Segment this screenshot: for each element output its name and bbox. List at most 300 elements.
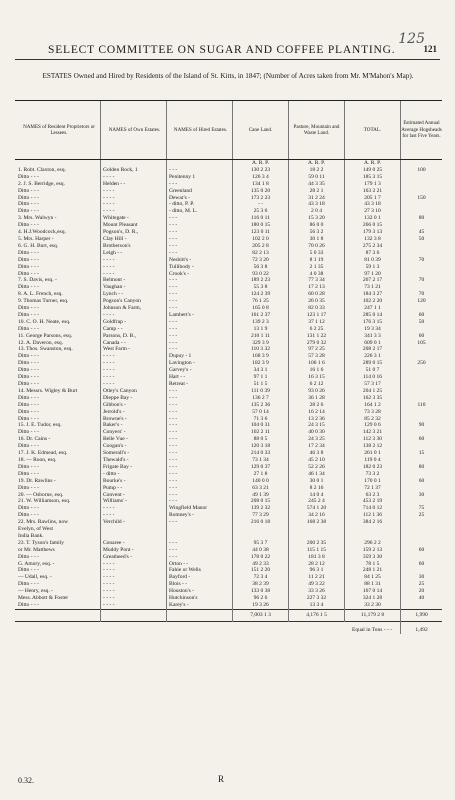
pasture-cell: 46 1 34 xyxy=(289,471,345,478)
pasture-cell: 57 3 28 xyxy=(289,353,345,360)
total-cell: 149 0 25 xyxy=(345,167,401,174)
table-row xyxy=(15,464,442,471)
table-row xyxy=(15,215,442,222)
footer-letter: R xyxy=(218,774,225,784)
cane-land-cell: 96 2 6 xyxy=(233,595,289,602)
pasture-cell: 8 2 16 xyxy=(289,485,345,492)
hired-estate-cell: - - - xyxy=(167,436,233,443)
estimated-cell xyxy=(401,174,443,181)
estimated-cell xyxy=(401,498,443,505)
table-row xyxy=(15,374,442,381)
table-row xyxy=(15,208,442,215)
resident-name-cell: 3. Mrs. Walwyn - xyxy=(18,215,57,222)
table-row xyxy=(15,284,442,291)
total-cell: 138 2 12 xyxy=(345,443,401,450)
hired-estate-cell: Lambert's - xyxy=(167,312,233,319)
table-row xyxy=(15,478,442,485)
table-row xyxy=(15,512,442,519)
pasture-cell: 279 0 32 xyxy=(289,340,345,347)
own-estate-cell: Pogson's Canyon xyxy=(101,298,167,305)
resident-name-cell: Ditto - - - xyxy=(18,581,39,588)
own-estate-cell: Belmont - xyxy=(101,277,167,284)
table-header-row xyxy=(15,101,442,160)
resident-name-cell: Ditto - - - xyxy=(18,311,39,318)
total-cell: 84 1 25 xyxy=(345,574,401,581)
pasture-cell: 31 2 24 xyxy=(289,195,345,202)
table-row xyxy=(15,547,442,554)
own-estate-cell: Williams' - xyxy=(101,498,167,505)
total-cell xyxy=(345,533,401,540)
cane-land-cell: 73 1 34 xyxy=(233,457,289,464)
hired-estate-cell: - - - xyxy=(167,333,233,340)
estimated-cell: 50 xyxy=(401,319,443,326)
total-cell: 73 3 2 xyxy=(345,471,401,478)
header-estimated-hogsheads: Estimated Annual Average Hogsheads for last Five Years. xyxy=(401,101,443,160)
own-estate-cell: - - - - xyxy=(101,561,167,568)
cane-land-cell: 102 2 0 xyxy=(233,236,289,243)
total-cell: 609 0 1 xyxy=(345,340,401,347)
estimated-cell xyxy=(401,367,443,374)
cane-land-cell: 55 3 8 xyxy=(233,284,289,291)
own-estate-cell: Helden - - xyxy=(101,181,167,188)
pasture-cell: 36 1 28 xyxy=(289,395,345,402)
estimated-cell: 150 xyxy=(401,195,443,202)
cane-land-cell: 63 3 21 xyxy=(233,485,289,492)
cane-land-cell: 110 3 32 xyxy=(233,346,289,353)
total-cell: 162 3 35 xyxy=(345,395,401,402)
cane-land-cell: 120 3 18 xyxy=(233,443,289,450)
pasture-cell: 24 3 15 xyxy=(289,422,345,429)
cane-land-cell: 77 3 29 xyxy=(233,512,289,519)
total-cell: 261 0 1 xyxy=(345,450,401,457)
resident-name-cell: Ditto - - - xyxy=(18,256,39,263)
total-cell: A. R. P. xyxy=(345,160,401,167)
resident-name-cell: Ditto - - - xyxy=(18,194,39,201)
resident-name-cell: Ditto - - - xyxy=(18,208,39,215)
cane-land-cell xyxy=(233,533,289,540)
hired-estate-cell: - - - xyxy=(167,554,233,561)
table-row xyxy=(15,167,442,174)
own-estate-cell: - - - - xyxy=(101,505,167,512)
table-caption: ESTATES Owned and Hired by Residents of the Island of St. Kitts, in 1847; (Number of Acres taken from Mr. M'Mahon's Map). xyxy=(42,72,414,80)
hired-estate-cell: Karey's - xyxy=(167,602,233,609)
total-cell: 453 2 19 xyxy=(345,498,401,505)
table-row xyxy=(15,353,442,360)
hired-estate-cell: Fahie or Wells xyxy=(167,567,233,574)
total-cell: 119 0 4 xyxy=(345,457,401,464)
estimated-cell xyxy=(401,305,443,312)
hired-estate-cell: - - - xyxy=(167,181,233,188)
pasture-cell: 245 2 4 xyxy=(289,498,345,505)
totals-row xyxy=(15,609,442,621)
resident-name-cell: Ditto - - - xyxy=(18,463,39,470)
pasture-cell: 24 3 25 xyxy=(289,436,345,443)
resident-name-cell: 10. C. O. H. Neate, esq. xyxy=(18,318,71,325)
own-estate-cell: Belle Vue - xyxy=(101,436,167,443)
cane-land-cell: 210 1 11 xyxy=(233,333,289,340)
cane-land-cell: 116 0 11 xyxy=(233,215,289,222)
pasture-cell: 2 0 4 xyxy=(289,208,345,215)
own-estate-cell: Gibbon's - xyxy=(101,402,167,409)
table-row xyxy=(15,305,442,312)
cane-land-cell: 102 2 11 xyxy=(233,429,289,436)
resident-name-cell: 7. S. Davis, esq. - xyxy=(18,277,57,284)
pasture-cell: 97 2 25 xyxy=(289,346,345,353)
pasture-cell: 28 2 12 xyxy=(289,561,345,568)
hired-estate-cell: - - - xyxy=(167,291,233,298)
own-estate-cell: - - - - xyxy=(101,567,167,574)
total-cell: 102 2 20 xyxy=(345,298,401,305)
pasture-cell: 37 1 12 xyxy=(289,319,345,326)
resident-name-cell: Evelyn, of West xyxy=(18,526,54,533)
estimated-cell: 80 xyxy=(401,215,443,222)
estimated-cell: 75 xyxy=(401,505,443,512)
estimated-cell xyxy=(401,457,443,464)
pasture-cell: 59 0 11 xyxy=(289,174,345,181)
own-estate-cell: Conyers' - xyxy=(101,429,167,436)
total-cell: 132 3 8 xyxy=(345,236,401,243)
hired-estate-cell: - - - xyxy=(167,457,233,464)
hired-estate-cell: Penitenny 1 xyxy=(167,174,233,181)
cane-land-cell: 165 0 8 xyxy=(233,305,289,312)
table-row xyxy=(15,561,442,568)
total-cell: 51 0 7 xyxy=(345,367,401,374)
hired-estate-cell: - ditto, M. L. xyxy=(167,208,233,215)
own-estate-cell: - - - - xyxy=(101,367,167,374)
pasture-cell: 18 2 2 xyxy=(289,167,345,174)
pasture-cell: 181 3 8 xyxy=(289,554,345,561)
cane-land-cell: 180 0 15 xyxy=(233,222,289,229)
resident-name-cell: Ditto - - - xyxy=(18,484,39,491)
resident-name-cell: Ditto - - - xyxy=(18,173,39,180)
total-pasture: 4,176 1 5 xyxy=(289,609,345,621)
cane-land-cell: 216 0 18 xyxy=(233,519,289,526)
cane-land-cell: 95 3 7 xyxy=(233,540,289,547)
hired-estate-cell: - - - xyxy=(167,485,233,492)
header-own-estates: NAMES of Own Estates. xyxy=(101,101,167,160)
total-cane: 7,003 1 3 xyxy=(233,609,289,621)
table-row xyxy=(15,492,442,499)
own-estate-cell: - - - - xyxy=(101,201,167,208)
estimated-cell: 25 xyxy=(401,581,443,588)
total-cell: 176 3 15 xyxy=(345,319,401,326)
pasture-cell: 93 0 26 xyxy=(289,388,345,395)
hired-estate-cell: - - - xyxy=(167,429,233,436)
own-estate-cell: Pogson's, D. R., xyxy=(101,229,167,236)
own-estate-cell: - - - - xyxy=(101,271,167,278)
table-row xyxy=(15,519,442,526)
hired-estate-cell: Retreat - xyxy=(167,381,233,388)
total-cell: 85 2 32 xyxy=(345,416,401,423)
hired-estate-cell xyxy=(167,526,233,533)
total-cell: 226 3 1 xyxy=(345,353,401,360)
pasture-cell: 11 2 21 xyxy=(289,574,345,581)
own-estate-cell: Somerall's - xyxy=(101,450,167,457)
estimated-cell: 60 xyxy=(401,333,443,340)
table-row xyxy=(15,471,442,478)
own-estate-cell: - - - - xyxy=(101,574,167,581)
header-pasture: Pasture, Mountain and Waste Land. xyxy=(289,101,345,160)
resident-name-cell: Ditto - - - xyxy=(18,249,39,256)
total-cell: 179 1 3 xyxy=(345,181,401,188)
resident-name-cell: Ditto - - - xyxy=(18,367,39,374)
resident-name-cell: Ditto - - - xyxy=(18,415,39,422)
header-rule xyxy=(15,59,440,60)
hired-estate-cell: - - - xyxy=(167,229,233,236)
hired-estate-cell: - - - xyxy=(167,277,233,284)
resident-name-cell: 17. J. K. Edmead, esq. xyxy=(18,450,68,457)
pasture-cell: 33 3 26 xyxy=(289,588,345,595)
resident-name-cell: G. Amory, esq. - xyxy=(18,560,55,567)
total-cell: 185 3 15 xyxy=(345,174,401,181)
cane-land-cell: 123 0 11 xyxy=(233,229,289,236)
cane-land-cell xyxy=(233,526,289,533)
resident-name-cell: Ditto - - - xyxy=(18,201,39,208)
estimated-cell xyxy=(401,243,443,250)
resident-name-cell: 2. J. S. Berridge, esq. xyxy=(18,180,65,187)
pasture-cell: 4 0 38 xyxy=(289,271,345,278)
pasture-cell: 17 2 13 xyxy=(289,284,345,291)
estimated-cell xyxy=(401,381,443,388)
hired-estate-cell: - - - xyxy=(167,422,233,429)
pasture-cell: 227 3 32 xyxy=(289,595,345,602)
total-cell: 714 0 12 xyxy=(345,505,401,512)
resident-name-cell: Ditto - - - xyxy=(18,270,39,277)
cane-land-cell: 51 1 5 xyxy=(233,381,289,388)
own-estate-cell: Verchild - xyxy=(101,519,167,526)
hired-estate-cell: Lavington - xyxy=(167,360,233,367)
table-row xyxy=(15,485,442,492)
table-row xyxy=(15,574,442,581)
pasture-cell: 28 2 6 xyxy=(289,402,345,409)
pasture-cell: A. R. P. xyxy=(289,160,345,167)
total-cell: 184 3 27 xyxy=(345,291,401,298)
resident-name-cell: 1. Robt. Claxton, esq. xyxy=(18,166,66,173)
total-cell: 164 1 2 xyxy=(345,402,401,409)
table-row xyxy=(15,595,442,602)
resident-name-cell xyxy=(15,160,101,167)
own-estate-cell: - - - - xyxy=(101,588,167,595)
own-estate-cell: - - - - xyxy=(101,381,167,388)
estimated-cell xyxy=(401,540,443,547)
pasture-cell: 6 2 25 xyxy=(289,326,345,333)
resident-name-cell: 14. Messrs. Wigley & Burt xyxy=(18,387,78,394)
table-row xyxy=(15,526,442,533)
pasture-cell: 43 3 18 xyxy=(289,201,345,208)
pasture-cell xyxy=(289,533,345,540)
total-cell: 159 2 13 xyxy=(345,547,401,554)
pasture-cell: 34 2 16 xyxy=(289,512,345,519)
own-estate-cell: Brotherson's xyxy=(101,243,167,250)
hired-estate-cell: - - - xyxy=(167,409,233,416)
total-cell: 87 3 6 xyxy=(345,250,401,257)
total-cell: 208 2 17 xyxy=(345,346,401,353)
cane-land-cell: 208 0 15 xyxy=(233,498,289,505)
table-row xyxy=(15,588,442,595)
estimated-cell: 70 xyxy=(401,291,443,298)
cane-land-cell: 135 2 36 xyxy=(233,402,289,409)
cane-land-cell: 173 2 23 xyxy=(233,195,289,202)
pasture-cell: 16 2 14 xyxy=(289,409,345,416)
estimated-cell xyxy=(401,533,443,540)
handwritten-page-number: 125 xyxy=(398,31,425,47)
estimated-cell xyxy=(401,395,443,402)
pasture-cell: 30 0 1 xyxy=(289,478,345,485)
table-row xyxy=(15,416,442,423)
pasture-cell: 6 2 12 xyxy=(289,381,345,388)
hired-estate-cell: Bayford - xyxy=(167,574,233,581)
estimated-cell: 60 xyxy=(401,478,443,485)
resident-name-cell: Ditto - - - xyxy=(18,602,39,608)
estimated-cell xyxy=(401,526,443,533)
header-hired-estates: NAMES of Hired Estates. xyxy=(167,101,233,160)
pasture-cell: 17 2 34 xyxy=(289,443,345,450)
own-estate-cell: - - - - xyxy=(101,188,167,195)
table-row xyxy=(15,505,442,512)
table-body xyxy=(15,160,442,610)
pasture-cell: 13 2 36 xyxy=(289,416,345,423)
hired-estate-cell: - - - xyxy=(167,450,233,457)
cane-land-cell: A. R. P. xyxy=(233,160,289,167)
table-row xyxy=(15,229,442,236)
pasture-cell: 52 2 26 xyxy=(289,464,345,471)
table-row xyxy=(15,388,442,395)
total-cell: 63 2 3 xyxy=(345,492,401,499)
hired-estate-cell: Crook's - xyxy=(167,271,233,278)
resident-name-cell: 12. A. Daveron, esq. xyxy=(18,339,64,346)
resident-name-cell: Ditto - - - xyxy=(18,263,39,270)
total-cell: 114 0 16 xyxy=(345,374,401,381)
header-cane-land: Cane Land. xyxy=(233,101,289,160)
cane-land-cell: 27 1 8 xyxy=(233,471,289,478)
pasture-cell: 49 3 22 xyxy=(289,581,345,588)
resident-name-cell: Ditto - - - xyxy=(18,284,39,291)
hired-estate-cell: Garvey's - xyxy=(167,367,233,374)
total-cell: 81 0 39 xyxy=(345,257,401,264)
total-cell: 285 0 14 xyxy=(345,312,401,319)
estimated-cell xyxy=(401,485,443,492)
total-cell: 384 2 16 xyxy=(345,519,401,526)
header-total: TOTAL. xyxy=(345,101,401,160)
table-row xyxy=(15,436,442,443)
estimated-cell: 70 xyxy=(401,257,443,264)
table-row xyxy=(15,264,442,271)
pasture-cell: 26 0 35 xyxy=(289,298,345,305)
hired-estate-cell: - - - xyxy=(167,402,233,409)
own-estate-cell xyxy=(101,533,167,540)
table-row xyxy=(15,222,442,229)
equal-in-tons-row xyxy=(15,621,442,633)
cane-land-cell: 205 2 8 xyxy=(233,243,289,250)
table-row xyxy=(15,429,442,436)
resident-name-cell: 18. — Roon, esq. xyxy=(18,456,57,463)
own-estate-cell: Lynch - - xyxy=(101,291,167,298)
resident-name-cell: Ditto - - - xyxy=(18,381,39,387)
estimated-cell xyxy=(401,271,443,278)
estimated-cell xyxy=(401,429,443,436)
total-cell: 78 1 5 xyxy=(345,561,401,568)
pasture-cell: 5 0 33 xyxy=(289,250,345,257)
pasture-cell: 123 1 17 xyxy=(289,312,345,319)
cane-land-cell: 19 3 26 xyxy=(233,602,289,609)
own-estate-cell: Vaughan - xyxy=(101,284,167,291)
table-row xyxy=(15,250,442,257)
pasture-cell: 574 1 20 xyxy=(289,505,345,512)
estimated-cell xyxy=(401,181,443,188)
resident-name-cell: Ditto - - - xyxy=(18,401,39,408)
own-estate-cell: - - - - xyxy=(101,264,167,271)
table-row xyxy=(15,236,442,243)
cane-land-cell: 76 1 25 xyxy=(233,298,289,305)
equal-in-tons-value: 1,492 xyxy=(401,621,443,633)
estimated-cell xyxy=(401,264,443,271)
own-estate-cell: - - - - xyxy=(101,257,167,264)
hired-estate-cell: - - - xyxy=(167,215,233,222)
hired-estate-cell: Houston's - xyxy=(167,588,233,595)
hired-estate-cell: - - - xyxy=(167,498,233,505)
hired-estate-cell: - - - xyxy=(167,305,233,312)
pasture-cell: 115 1 15 xyxy=(289,547,345,554)
table-row xyxy=(15,422,442,429)
own-estate-cell: - ditto - xyxy=(101,471,167,478)
total-cell: 73 1 21 xyxy=(345,284,401,291)
resident-name-cell: Ditto - - - xyxy=(18,305,39,312)
table-row xyxy=(15,443,442,450)
total-cell: 73 3 28 xyxy=(345,409,401,416)
hired-estate-cell: Nesbitt's - xyxy=(167,257,233,264)
total-cell: 19 3 34 xyxy=(345,326,401,333)
estimated-cell: 25 xyxy=(401,512,443,519)
resident-name-cell: Ditto - - - xyxy=(18,553,39,560)
estimated-cell: 60 xyxy=(401,547,443,554)
resident-name-cell: — Henry, esq. - xyxy=(18,588,53,595)
total-cell: 167 0 14 xyxy=(345,588,401,595)
own-estate-cell: Goldfrap - xyxy=(101,319,167,326)
own-estate-cell: - - - - xyxy=(101,374,167,381)
estates-table xyxy=(15,100,442,634)
pasture-cell: 2 1 35 xyxy=(289,264,345,271)
resident-name-cell: 15. J. E. Tudor, esq. xyxy=(18,422,62,429)
resident-name-cell: 9. Thomas Turner, esq. xyxy=(18,298,69,305)
table-row xyxy=(15,450,442,457)
table-row xyxy=(15,581,442,588)
cane-land-cell: 82 2 13 xyxy=(233,250,289,257)
resident-name-cell: Ditto - - - xyxy=(18,470,39,477)
table-row xyxy=(15,319,442,326)
hired-estate-cell xyxy=(167,160,233,167)
cane-land-cell: 151 2 20 xyxy=(233,567,289,574)
pasture-cell: 200 2 35 xyxy=(289,540,345,547)
estimated-cell: 20 xyxy=(401,588,443,595)
own-estate-cell: - - - - xyxy=(101,195,167,202)
own-estate-cell: Bourke's - xyxy=(101,478,167,485)
resident-name-cell: Ditto - - - xyxy=(18,360,39,367)
total-cell: 324 1 28 xyxy=(345,595,401,602)
total-cell: 289 0 15 xyxy=(345,360,401,367)
table-row xyxy=(15,160,442,167)
resident-name-cell: 21. W. Williamson, esq. xyxy=(18,498,71,505)
hired-estate-cell: - - - xyxy=(167,284,233,291)
pasture-cell: 28 2 1 xyxy=(289,188,345,195)
cane-land-cell: 129 0 37 xyxy=(233,464,289,471)
estimated-cell xyxy=(401,602,443,609)
estimated-cell xyxy=(401,208,443,215)
pasture-cell: 70 0 26 xyxy=(289,243,345,250)
estimated-cell: 15 xyxy=(401,450,443,457)
cane-land-cell: 25 3 6 xyxy=(233,208,289,215)
table-row xyxy=(15,395,442,402)
estimated-cell: 80 xyxy=(401,464,443,471)
